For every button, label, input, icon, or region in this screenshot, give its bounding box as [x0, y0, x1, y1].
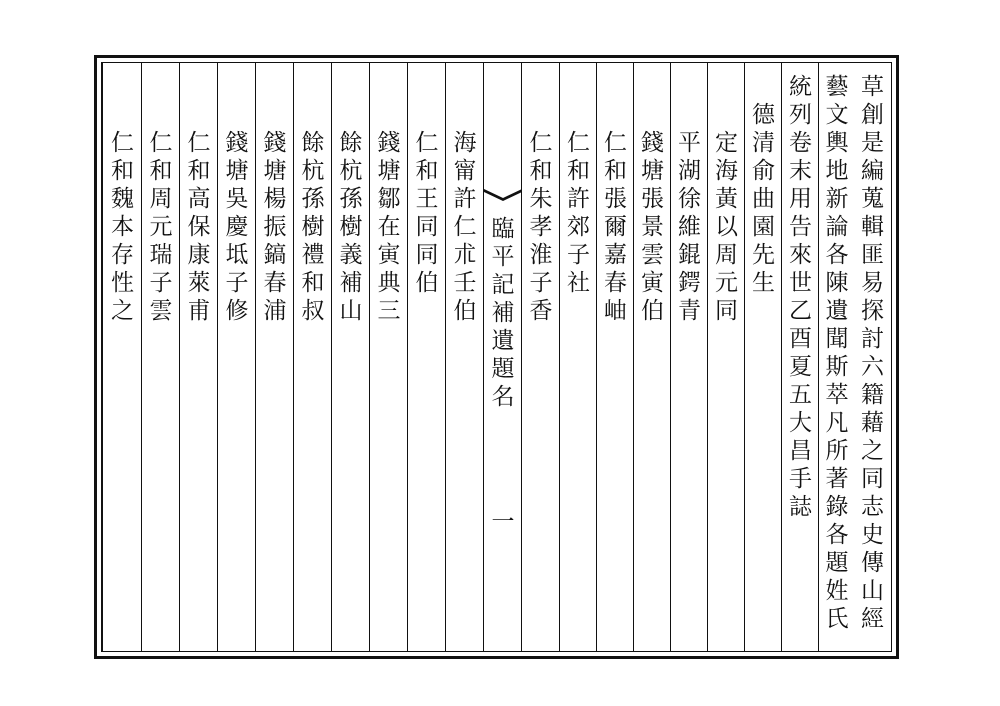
character: 塘	[225, 158, 249, 184]
center-column	[483, 63, 522, 651]
character: 寅	[641, 270, 664, 296]
character: 補	[491, 300, 515, 326]
character: 末	[789, 158, 812, 184]
character: 告	[789, 214, 812, 240]
character: 來	[789, 242, 812, 268]
character: 和	[529, 158, 553, 184]
column-text	[142, 73, 180, 325]
column-text	[854, 73, 891, 633]
text-column-4	[744, 63, 782, 651]
character: 和	[604, 158, 627, 184]
character: 名	[491, 384, 515, 410]
character: 仁	[149, 130, 173, 156]
character: 輿	[825, 130, 849, 156]
character: 鄒	[377, 186, 401, 212]
character: 社	[567, 270, 590, 296]
character: 同	[415, 242, 439, 268]
character: 以	[715, 214, 738, 240]
character: 甫	[187, 298, 211, 324]
character: 園	[752, 214, 775, 240]
column-text	[332, 73, 370, 325]
column-text	[370, 73, 408, 325]
character: 伯	[415, 270, 439, 296]
character: 和	[187, 158, 211, 184]
character: 黃	[715, 186, 738, 212]
character: 藝	[825, 74, 849, 100]
character: 張	[641, 186, 664, 212]
character: 山	[339, 298, 363, 324]
character: 是	[861, 130, 884, 156]
column-text	[180, 73, 218, 325]
character: 存	[111, 242, 134, 268]
character: 青	[678, 298, 701, 324]
character: 子	[225, 270, 249, 296]
character: 伯	[453, 298, 477, 324]
character: 周	[149, 186, 173, 212]
character: 淮	[529, 242, 553, 268]
column-text	[745, 73, 782, 297]
text-column-15	[331, 63, 370, 651]
character: 姓	[825, 578, 849, 604]
column-text	[634, 73, 671, 325]
character: 乙	[789, 298, 812, 324]
text-column-20	[141, 63, 180, 651]
character: 三	[377, 298, 401, 324]
character: 各	[825, 522, 849, 548]
character: 爾	[604, 214, 627, 240]
character: 在	[377, 214, 401, 240]
character: 典	[377, 270, 401, 296]
character: 塘	[641, 158, 664, 184]
character: 康	[187, 242, 211, 268]
character: 之	[861, 438, 884, 464]
character: 振	[263, 214, 287, 240]
character: 仁	[111, 130, 134, 156]
character: 五	[789, 382, 812, 408]
character: 所	[825, 438, 849, 464]
character: 仁	[529, 130, 553, 156]
character: 本	[111, 214, 134, 240]
character: 性	[111, 270, 134, 296]
character: 同	[415, 214, 439, 240]
column-text	[103, 73, 142, 325]
character: 曲	[752, 186, 775, 212]
character: 記	[491, 272, 515, 298]
character: 杭	[301, 158, 325, 184]
character: 凡	[825, 410, 849, 436]
character: 錢	[377, 130, 401, 156]
character: 和	[301, 270, 325, 296]
character: 臨	[491, 216, 515, 242]
character: 史	[861, 522, 884, 548]
character: 和	[415, 158, 439, 184]
character: 嘉	[604, 242, 627, 268]
character: 新	[825, 186, 849, 212]
character: 朱	[529, 186, 553, 212]
character: 塘	[263, 158, 287, 184]
character: 和	[111, 158, 134, 184]
character: 錢	[263, 130, 287, 156]
fish-tail-mark	[484, 189, 522, 207]
character: 遺	[825, 298, 849, 324]
character: 許	[453, 186, 477, 212]
character: 著	[825, 466, 849, 492]
character: 仁	[567, 130, 590, 156]
character: 子	[567, 242, 590, 268]
character: 香	[529, 298, 553, 324]
character: 題	[825, 550, 849, 576]
character: 題	[491, 356, 515, 382]
column-text	[218, 73, 256, 325]
character: 義	[339, 242, 363, 268]
character: 塘	[377, 158, 401, 184]
character: 海	[453, 130, 477, 156]
character: 列	[789, 102, 812, 128]
character: 補	[339, 270, 363, 296]
character: 和	[567, 158, 590, 184]
character: 湖	[678, 158, 701, 184]
character: 討	[861, 326, 884, 352]
character: 孫	[339, 186, 363, 212]
character: 許	[567, 186, 590, 212]
character: 錄	[825, 494, 849, 520]
character: 孝	[529, 214, 553, 240]
character: 和	[149, 158, 173, 184]
character: 楊	[263, 186, 287, 212]
page-frame	[94, 55, 899, 659]
character: 卷	[789, 130, 812, 156]
character: 探	[861, 298, 884, 324]
character: 壬	[453, 270, 477, 296]
character: 志	[861, 494, 884, 520]
column-text	[446, 73, 484, 325]
character: 鎬	[263, 242, 287, 268]
character: 周	[715, 242, 738, 268]
character: 杭	[339, 158, 363, 184]
character: 陳	[825, 270, 849, 296]
character: 斯	[825, 354, 849, 380]
text-column-5	[707, 63, 745, 651]
column-text	[256, 73, 294, 325]
character: 論	[825, 214, 849, 240]
column-text	[597, 73, 634, 325]
character: 雲	[641, 242, 664, 268]
character: 樹	[339, 214, 363, 240]
character: 保	[187, 214, 211, 240]
character: 仁	[453, 214, 477, 240]
character: 統	[789, 74, 812, 100]
text-column-13	[407, 63, 446, 651]
character: 元	[149, 214, 173, 240]
character: 萃	[825, 382, 849, 408]
character: 子	[149, 270, 173, 296]
character: 藉	[861, 410, 884, 436]
character: 伯	[641, 298, 664, 324]
character: 浦	[263, 298, 287, 324]
character: 萊	[187, 270, 211, 296]
character: 清	[752, 130, 775, 156]
text-column-9	[559, 63, 597, 651]
column-text	[294, 73, 332, 325]
character: 夏	[789, 354, 812, 380]
character: 易	[861, 270, 884, 296]
text-column-3	[781, 63, 819, 651]
character: 高	[187, 186, 211, 212]
character: 生	[752, 270, 775, 296]
character: 徐	[678, 186, 701, 212]
character: 同	[715, 298, 738, 324]
character: 蒐	[861, 186, 884, 212]
character: 禮	[301, 242, 325, 268]
character: 樹	[301, 214, 325, 240]
character: 雲	[149, 298, 173, 324]
character: 仁	[415, 130, 439, 156]
character: 吳	[225, 186, 249, 212]
character: 錢	[225, 130, 249, 156]
character: 春	[263, 270, 287, 296]
character: 王	[415, 186, 439, 212]
character: 寅	[377, 242, 401, 268]
character: 餘	[301, 130, 325, 156]
text-column-7	[633, 63, 671, 651]
character: 甯	[453, 158, 477, 184]
text-column-14	[369, 63, 408, 651]
character: 修	[225, 298, 249, 324]
character: 叔	[301, 298, 325, 324]
text-column-21	[102, 63, 142, 651]
character: 定	[715, 130, 738, 156]
character: 聞	[825, 326, 849, 352]
character: 瑞	[149, 242, 173, 268]
character: 用	[789, 186, 812, 212]
character: 一	[491, 509, 515, 535]
character: 誌	[789, 494, 812, 520]
character: 先	[752, 242, 775, 268]
character: 張	[604, 186, 627, 212]
text-column-1	[854, 63, 891, 651]
character: 輯	[861, 214, 884, 240]
column-text	[560, 73, 597, 297]
character: 酉	[789, 326, 812, 352]
column-text	[819, 73, 855, 633]
text-column-18	[217, 63, 256, 651]
character: 同	[861, 466, 884, 492]
character: 平	[678, 130, 701, 156]
character: 慶	[225, 214, 249, 240]
character: 坻	[225, 242, 249, 268]
character: 各	[825, 242, 849, 268]
character: 編	[861, 158, 884, 184]
text-column-8	[596, 63, 634, 651]
character: 平	[491, 244, 515, 270]
character: 餘	[339, 130, 363, 156]
page-number	[484, 508, 522, 536]
character: 元	[715, 270, 738, 296]
character: 草	[861, 74, 884, 100]
character: 孫	[301, 186, 325, 212]
character: 景	[641, 214, 664, 240]
character: 俞	[752, 158, 775, 184]
text-grid	[101, 62, 892, 652]
character: 錢	[641, 130, 664, 156]
character: 仁	[604, 130, 627, 156]
character: 昌	[789, 438, 812, 464]
character: 鍔	[678, 270, 701, 296]
text-column-19	[179, 63, 218, 651]
character: 世	[789, 270, 812, 296]
character: 魏	[111, 186, 134, 212]
character: 六	[861, 354, 884, 380]
character: 子	[529, 270, 553, 296]
text-column-17	[255, 63, 294, 651]
column-text	[408, 73, 446, 297]
character: 大	[789, 410, 812, 436]
character: 籍	[861, 382, 884, 408]
character: 岫	[604, 298, 627, 324]
column-text	[708, 73, 745, 325]
character: 手	[789, 466, 812, 492]
character: 傳	[861, 550, 884, 576]
text-column-16	[293, 63, 332, 651]
character: 文	[825, 102, 849, 128]
character: 地	[825, 158, 849, 184]
character: 經	[861, 606, 884, 632]
character: 維	[678, 214, 701, 240]
character: 郊	[567, 214, 590, 240]
center-title	[484, 215, 522, 411]
character: 海	[715, 158, 738, 184]
character: 春	[604, 270, 627, 296]
character: 錕	[678, 242, 701, 268]
character: 朮	[453, 242, 477, 268]
character: 匪	[861, 242, 884, 268]
character: 山	[861, 578, 884, 604]
character: 德	[752, 102, 775, 128]
character: 氏	[825, 606, 849, 632]
text-column-10	[521, 63, 560, 651]
character: 遺	[491, 328, 515, 354]
text-column-12	[445, 63, 484, 651]
column-text	[782, 73, 819, 521]
character: 之	[111, 298, 134, 324]
character: 仁	[187, 130, 211, 156]
text-column-2	[818, 63, 855, 651]
character: 創	[861, 102, 884, 128]
text-column-6	[670, 63, 708, 651]
column-text	[522, 73, 560, 325]
column-text	[671, 73, 708, 325]
